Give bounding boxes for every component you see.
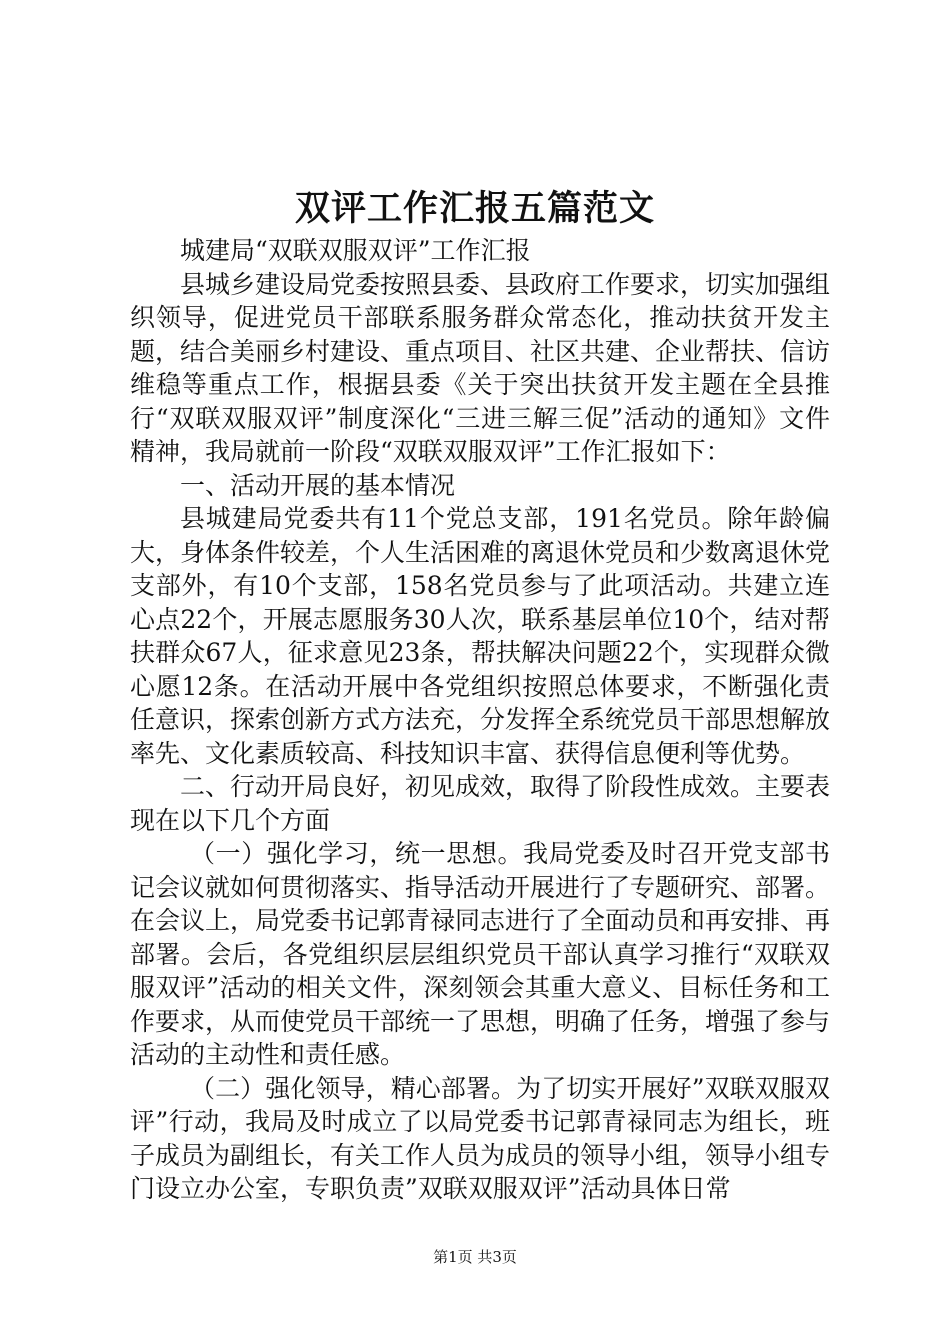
section-1-paragraph: 县城建局党委共有11个党总支部，191名党员。除年龄偏大，身体条件较差，个人生活困难的离退休党员和少数离退休党支部外，有10个支部，158名党员参与了此项活动。共建立连心点22个，开展志愿服务30人次，联系基层单位10个，结对帮扶群众67人，征求意见23条，帮扶解决问题22个，实现群众微心愿12条。在活动开展中各党组织按照总体要求，不断强化责任意识，探索创新方式方法充，分发挥全系统党员干部思想解放率先、文化素质较高、科技知识丰富、获得信息便利等优势。 [130,504,831,768]
subsection-1-paragraph: （一）强化学习，统一思想。我局党委及时召开党支部书记会议就如何贯彻落实、指导活动开展进行了专题研究、部署。在会议上，局党委书记郭青禄同志进行了全面动员和再安排、再部署。会后，各党组织层层组织党员干部认真学习推行“双联双服双评”活动的相关文件，深刻领会其重大意义、目标任务和工作要求，从而使党员干部统一了思想，明确了任务，增强了参与活动的主动性和责任感。 [130,839,831,1069]
section-heading-2: 二、行动开局良好，初见成效，取得了阶段性成效。主要表现在以下几个方面 [130,772,831,835]
intro-paragraph: 县城乡建设局党委按照县委、县政府工作要求，切实加强组织领导，促进党员干部联系服务群众常态化，推动扶贫开发主题，结合美丽乡村建设、重点项目、社区共建、企业帮扶、信访维稳等重点工作，根据县委《关于突出扶贫开发主题在全县推行“双联双服双评”制度深化“三进三解三促”活动的通知》文件精神，我局就前一阶段“双联双服双评”工作汇报如下： [130,269,831,466]
subsection-2-paragraph: （二）强化领导，精心部署。为了切实开展好”双联双服双评”行动，我局及时成立了以局党委书记郭青禄同志为组长，班子成员为副组长，有关工作人员为成员的领导小组，领导小组专门设立办公室，专职负责”双联双服双评”活动具体日常 [130,1073,831,1203]
report-heading: 城建局“双联双服双评”工作汇报 [180,236,531,265]
document-body [130,234,830,1206]
document-title: 双评工作汇报五篇范文 [294,188,655,229]
section-heading-1: 一、活动开展的基本情况 [180,470,456,500]
page-number-footer: 第1页 共3页 [433,1248,517,1266]
